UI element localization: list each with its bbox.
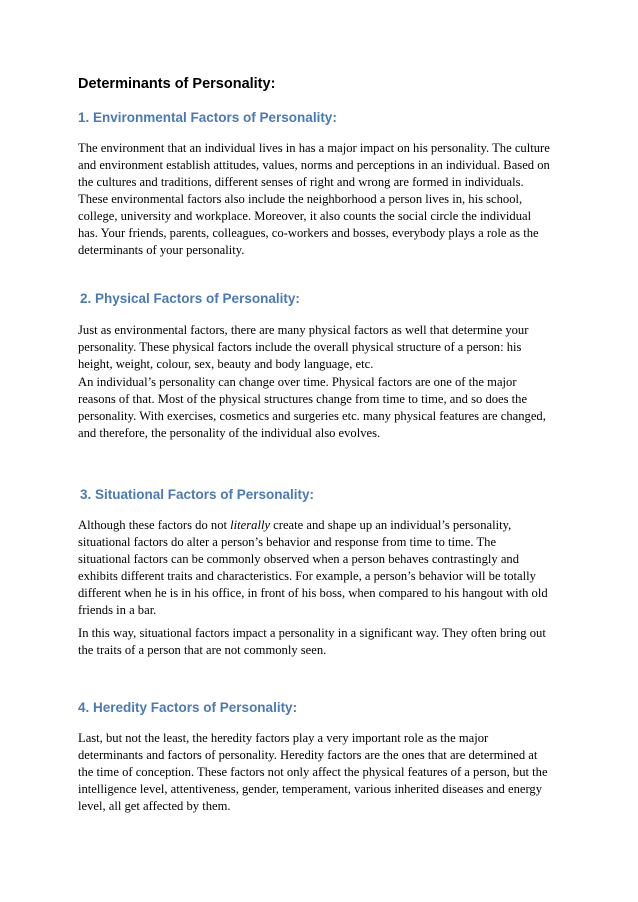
text-line: the traits of a person that are not commonly seen. bbox=[78, 643, 327, 657]
text-line: personality. With exercises, cosmetics and surgeries etc. many physical features are changed, bbox=[78, 409, 546, 423]
text-line: Although these factors do not literally create and shape up an individual’s personality, bbox=[78, 518, 512, 532]
text-line: friends in a bar. bbox=[78, 603, 157, 617]
section-heading-environmental: 1. Environmental Factors of Personality: bbox=[78, 110, 337, 125]
section-heading-heredity: 4. Heredity Factors of Personality: bbox=[78, 700, 298, 715]
text-line: The environment that an individual lives in has a major impact on his personality. The culture bbox=[78, 141, 550, 155]
text-line: college, university and workplace. Moreover, it also counts the social circle the individual bbox=[78, 209, 532, 223]
text-line: the time of conception. These factors not only affect the physical features of a person, but the bbox=[78, 765, 548, 779]
text-line: situational factors do alter a person’s behavior and response from time to time. The bbox=[78, 535, 497, 549]
text-line: intelligence level, attentiveness, gender, temperament, various inherited diseases and energy bbox=[78, 782, 543, 796]
text-line: height, weight, colour, sex, beauty and body language, etc. bbox=[78, 357, 374, 371]
emphasis-word: literally bbox=[230, 518, 271, 532]
section-paragraph bbox=[78, 730, 562, 815]
text-line: In this way, situational factors impact a personality in a significant way. They often bring out bbox=[78, 626, 546, 640]
text-line: An individual’s personality can change over time. Physical factors are one of the major bbox=[78, 375, 517, 389]
text-line: different when he is in his office, in front of his boss, when compared to his hangout with old bbox=[78, 586, 548, 600]
section-paragraph bbox=[78, 374, 562, 442]
text-line: determinants and factors of personality. Heredity factors are the ones that are determined at bbox=[78, 748, 538, 762]
text-line: determinants of your personality. bbox=[78, 243, 245, 257]
text-line: the cultures and traditions, different senses of right and wrong are formed in individuals. bbox=[78, 175, 524, 189]
text-line: personality. These physical factors include the overall physical structure of a person: his bbox=[78, 340, 522, 354]
text-line: Just as environmental factors, there are many physical factors as well that determine your bbox=[78, 323, 529, 337]
text-line: and therefore, the personality of the individual also evolves. bbox=[78, 426, 381, 440]
section-paragraph bbox=[78, 322, 562, 373]
text-line: level, all get affected by them. bbox=[78, 799, 231, 813]
text-line: These environmental factors also include the neighborhood a person lives in, his school, bbox=[78, 192, 523, 206]
page-title: Determinants of Personality: bbox=[78, 76, 276, 92]
text-line: exhibits different traits and characteristics. For example, a person’s behavior will be totally bbox=[78, 569, 536, 583]
section-paragraph bbox=[78, 625, 562, 659]
text-line: Last, but not the least, the heredity factors play a very important role as the major bbox=[78, 731, 489, 745]
text-line: has. Your friends, parents, colleagues, co-workers and bosses, everybody plays a role as the bbox=[78, 226, 539, 240]
section-heading-situational: 3. Situational Factors of Personality: bbox=[80, 487, 315, 502]
section-paragraph bbox=[78, 517, 562, 619]
section-heading-physical: 2. Physical Factors of Personality: bbox=[80, 291, 300, 306]
text-line: situational factors can be commonly observed when a person behaves contrastingly and bbox=[78, 552, 519, 566]
text-line: reasons of that. Most of the physical structures change from time to time, and so does the bbox=[78, 392, 528, 406]
section-paragraph bbox=[78, 140, 562, 259]
text-line: and environment establish attitudes, values, norms and perceptions in an individual. Based on bbox=[78, 158, 550, 172]
